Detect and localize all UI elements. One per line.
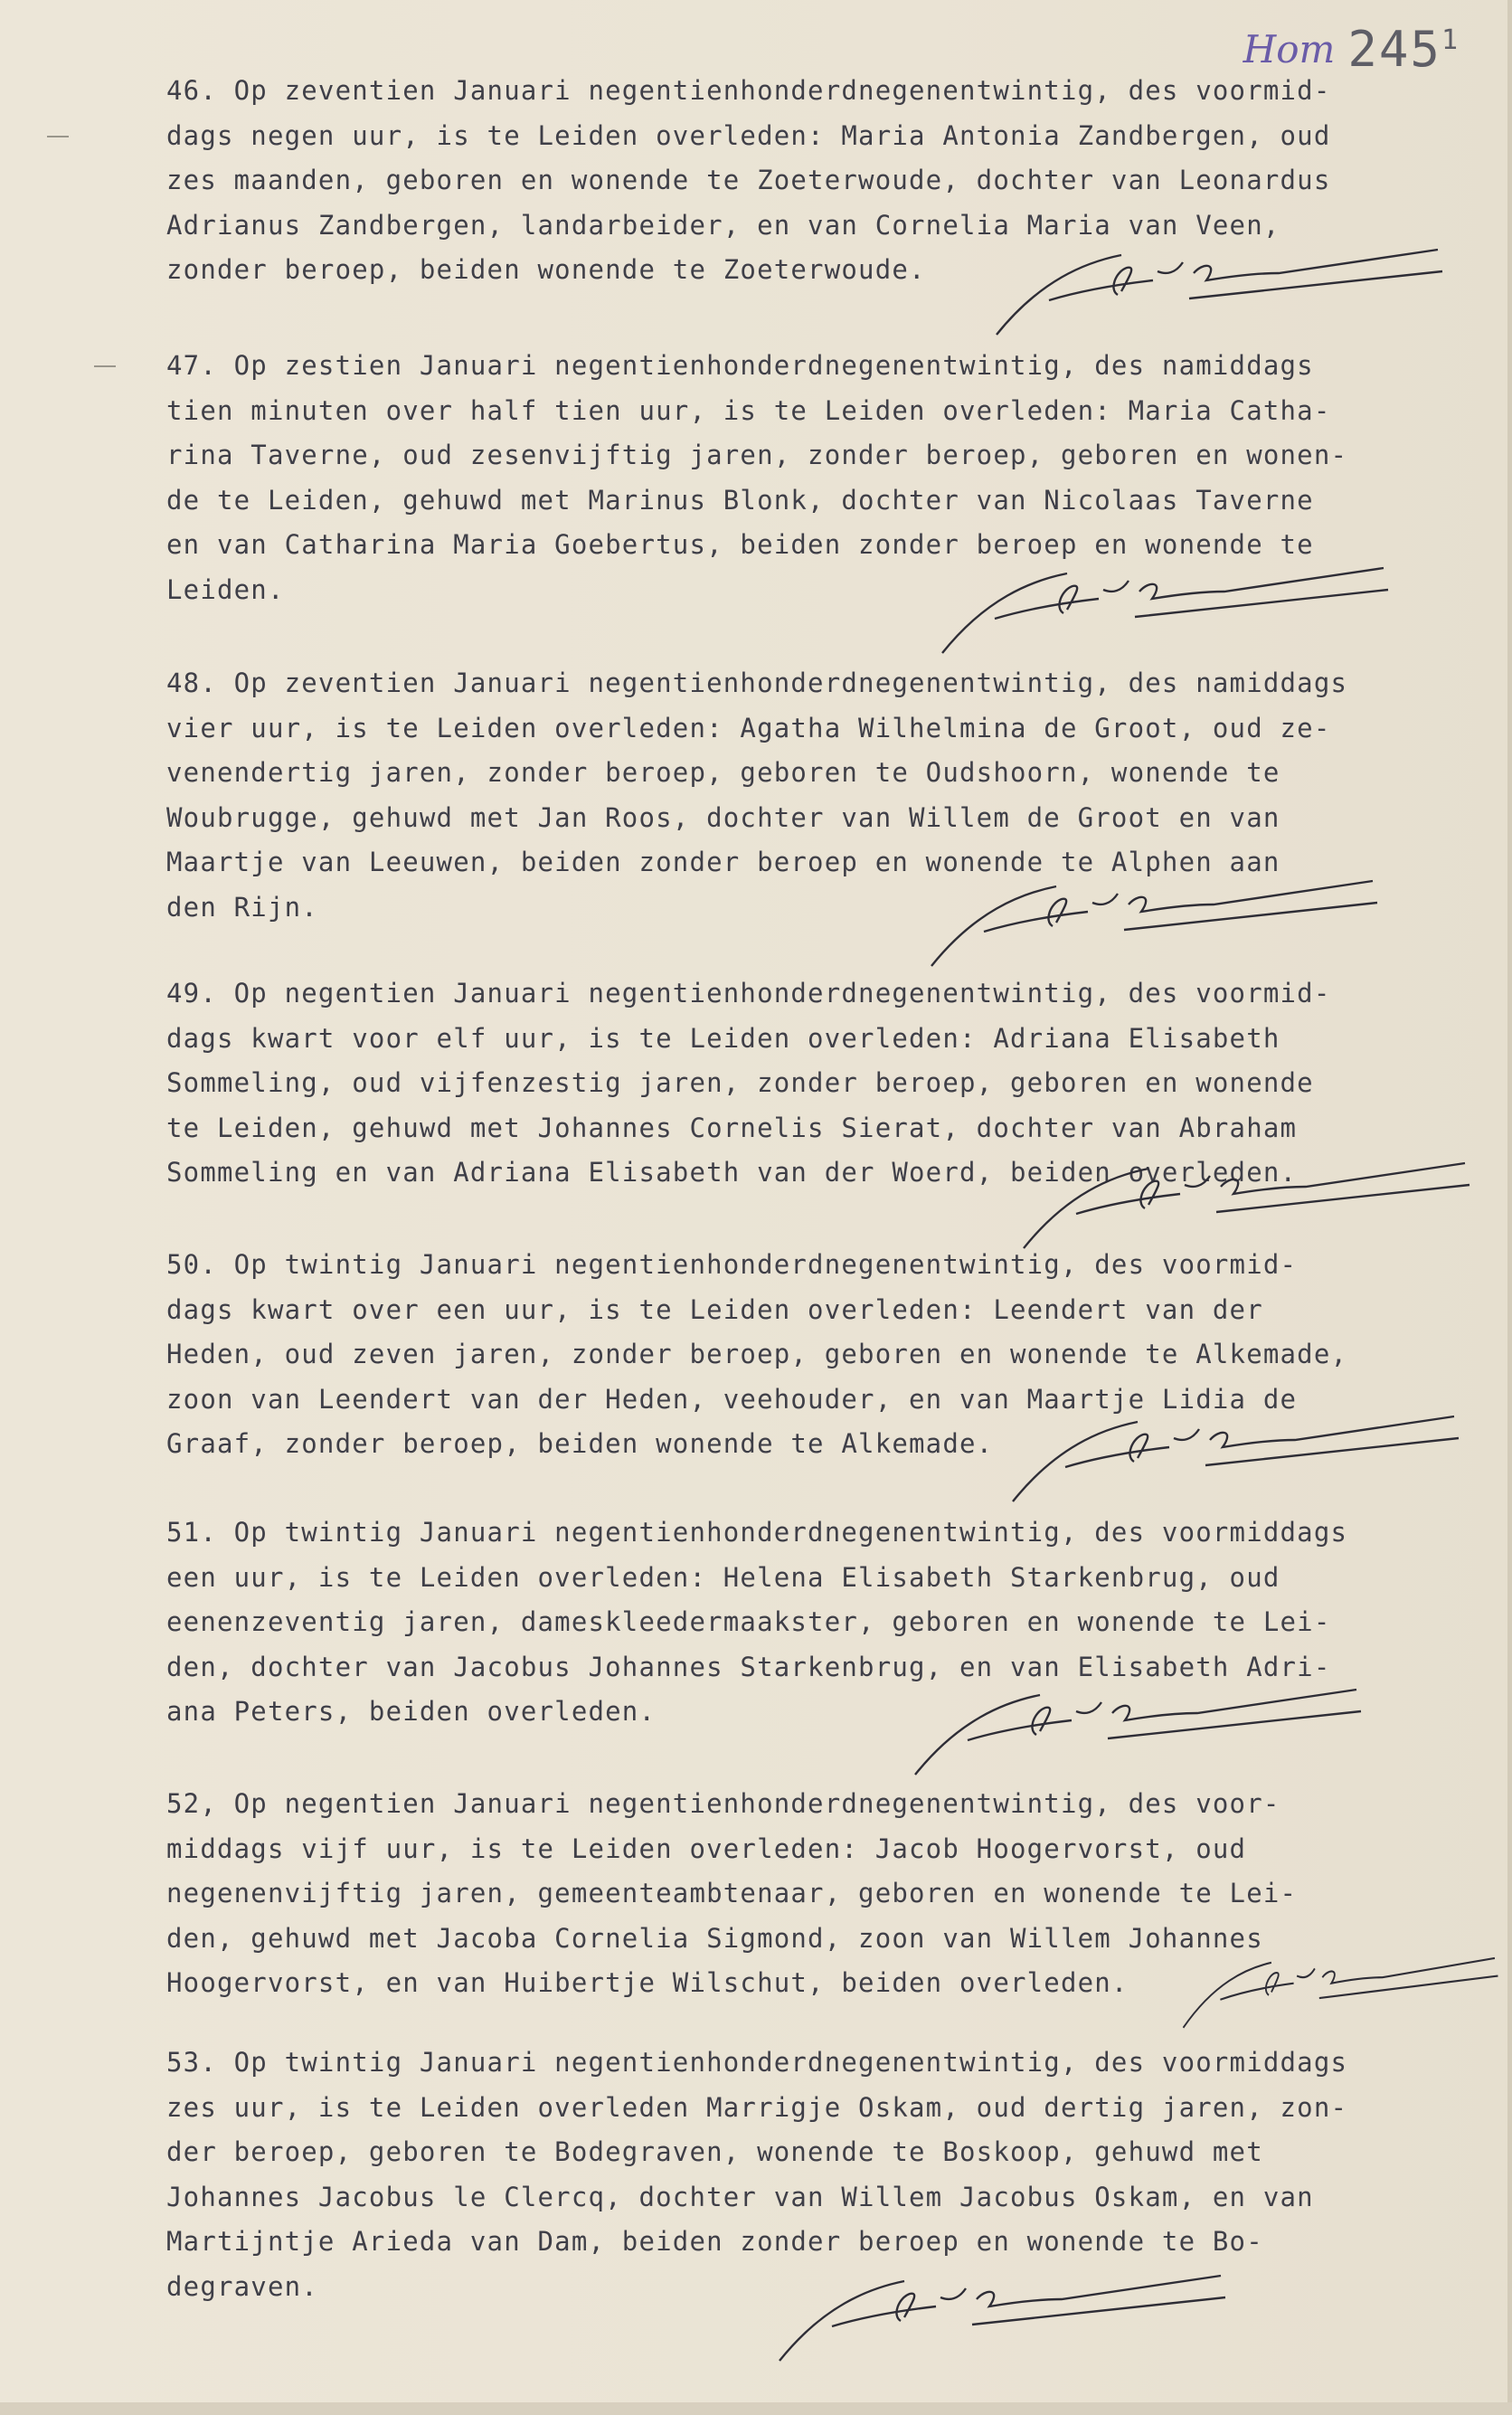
entry-text: 49. Op negentien Januari negentienhonderdnegenentwintig, des voormid- dags kwart voor elf uur, is te Leiden overleden: Adriana Elisabeth Sommeling, oud vijfenzestig jaren, zonder beroep, geboren en wonende te Leiden, gehuwd met Johannes Cornelis Sierat, dochter van Abraham Sommeling en van Adriana Elisabeth van der Woerd, beiden overleden.	[166, 978, 1331, 1188]
page-bottom-edge	[0, 2402, 1512, 2415]
page-number-value: 245	[1347, 20, 1441, 78]
margin-dash	[94, 365, 116, 367]
signature	[931, 563, 1393, 662]
signature	[1002, 1411, 1463, 1511]
entry-text: 51. Op twintig Januari negentienhonderdnegenentwintig, des voormiddags een uur, is te Leiden overleden: Helena Elisabeth Starkenbrug, oud eenenzeventig jaren, dameskleedermaakster, geboren en wonende te Lei- den, dochter van Jacobus Johannes Starkenbrug, en van Elisabeth Adri- ana Peters, beiden overleden.	[166, 1517, 1348, 1727]
signature	[769, 2270, 1230, 2370]
signature	[1176, 1954, 1501, 2035]
entry-53	[166, 2041, 1460, 2309]
handwritten-annotation: Hom	[1243, 26, 1336, 71]
entry-text: 52, Op negentien Januari negentienhonderdnegenentwintig, des voor- middags vijf uur, is te Leiden overleden: Jacob Hoogervorst, oud negenenvijftig jaren, gemeenteambtenaar, geboren en wonende te Lei- den, gehuwd met Jacoba Cornelia Sigmond, zoon van Willem Johannes Hoogervorst, en van Huibertje Wilschut, beiden overleden.	[166, 1788, 1298, 1998]
signature	[986, 244, 1447, 344]
entry-text: 47. Op zestien Januari negentienhonderdnegenentwintig, des namiddags tien minuten over half tien uur, is te Leiden overleden: Maria Catha- rina Taverne, oud zesenvijftig jaren, zonder beroep, geboren en wonen- de te Leiden, gehuwd met Marinus Blonk, dochter van Nicolaas Taverne en van Catharina Maria Goebertus, beiden zonder beroep en wonende te Leiden.	[166, 350, 1348, 605]
entry-text: 46. Op zeventien Januari negentienhonderdnegenentwintig, des voormid- dags negen uur, is te Leiden overleden: Maria Antonia Zandbergen, oud zes maanden, geboren en wonende te Zoeterwoude, dochter van Leonardus Adrianus Zandbergen, landarbeider, en van Cornelia Maria van Veen, zonder beroep, beiden wonende te Zoeterwoude.	[166, 75, 1331, 285]
signature	[921, 876, 1382, 975]
entry-text: 50. Op twintig Januari negentienhonderdnegenentwintig, des voormid- dags kwart over een uur, is te Leiden overleden: Leendert van der Heden, oud zeven jaren, zonder beroep, geboren en wonende te Alkemade, zoon van Leendert van der Heden, veehouder, en van Maartje Lidia de Graaf, zonder beroep, beiden wonende te Alkemade.	[166, 1249, 1348, 1459]
entry-text: 53. Op twintig Januari negentienhonderdnegenentwintig, des voormiddags zes uur, is te Leiden overleden Marrigje Oskam, oud dertig jaren, zon- der beroep, geboren te Bodegraven, wonende te Boskoop, gehuwd met Johannes Jacobus le Clercq, dochter van Willem Jacobus Oskam, en van Martijntje Arieda van Dam, beiden zonder beroep en wonende te Bo- degraven.	[166, 2047, 1348, 2302]
signature	[904, 1684, 1366, 1784]
margin-dash	[47, 136, 69, 137]
entry-text: 48. Op zeventien Januari negentienhonderdnegenentwintig, des namiddags vier uur, is te Leiden overleden: Agatha Wilhelmina de Groot, oud ze- venendertig jaren, zonder beroep, geboren te Oudshoorn, wonende te Woubrugge, gehuwd met Jan Roos, dochter van Willem de Groot en van Maartje van Leeuwen, beiden zonder beroep en wonende te Alphen aan den Rijn.	[166, 668, 1348, 923]
page-edge	[1507, 0, 1512, 2415]
page-number-superscript: 1	[1441, 24, 1460, 56]
